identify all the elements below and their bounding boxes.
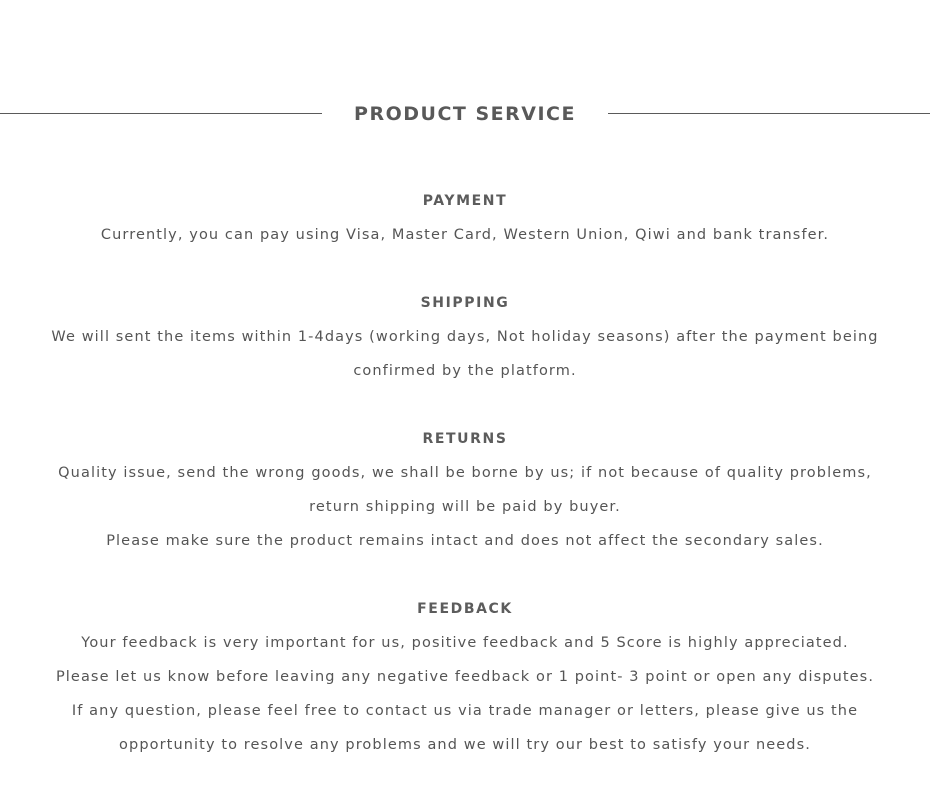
payment-block: [0, 184, 930, 252]
right-divider: [608, 113, 930, 114]
feedback-text-line: Your feedback is very important for us, positive feedback and 5 Score is highly appreciated.: [81, 635, 849, 651]
payment-heading: PAYMENT: [422, 193, 508, 209]
shipping-heading: SHIPPING: [420, 295, 510, 311]
returns-text-line: Please make sure the product remains intact and does not affect the secondary sales.: [106, 533, 824, 549]
service-content: [0, 184, 930, 796]
returns-text-line: Quality issue, send the wrong goods, we shall be borne by us; if not because of quality problems,: [58, 465, 872, 481]
returns-heading: RETURNS: [422, 431, 508, 447]
feedback-text-line: Please let us know before leaving any negative feedback or 1 point- 3 point or open any disputes.: [55, 669, 875, 685]
returns-text-line: return shipping will be paid by buyer.: [309, 499, 621, 515]
shipping-text-line: We will sent the items within 1-4days (working days, Not holiday seasons) after the payment being: [51, 329, 879, 345]
shipping-block: [0, 286, 930, 388]
payment-text: Currently, you can pay using Visa, Master Card, Western Union, Qiwi and bank transfer.: [100, 227, 830, 243]
shipping-text-line: confirmed by the platform.: [353, 363, 577, 379]
section-title: PRODUCT SERVICE: [354, 103, 576, 125]
feedback-heading: FEEDBACK: [417, 601, 513, 617]
left-divider: [0, 113, 322, 114]
feedback-block: [0, 592, 930, 762]
feedback-text-line: If any question, please feel free to contact us via trade manager or letters, please give us the: [71, 703, 859, 719]
feedback-text-line: opportunity to resolve any problems and we will try our best to satisfy your needs.: [119, 737, 811, 753]
returns-block: [0, 422, 930, 558]
section-header: [0, 96, 930, 132]
